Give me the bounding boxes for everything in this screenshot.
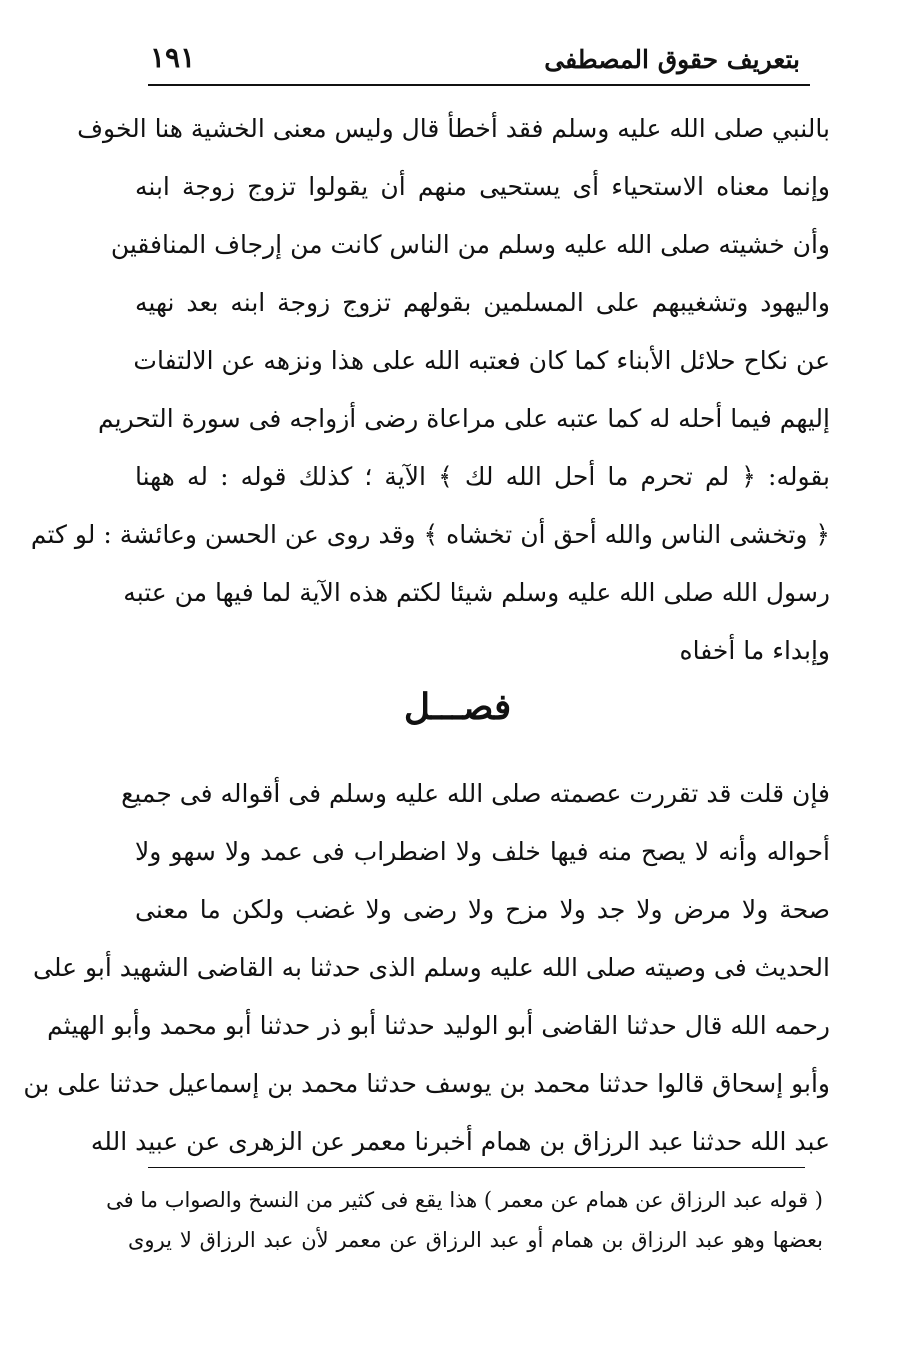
footnote-line: بعضها وهو عبد الرزاق بن همام أو عبد الرزاق عن معمر لأن عبد الرزاق لا يروى <box>128 1228 823 1252</box>
text-line: بقوله: ﴿ لم تحرم ما أحل الله لك ﴾ الآية ؛ كذلك قوله : له ههنا <box>135 462 830 491</box>
text-line: فإن قلت قد تقررت عصمته صلى الله عليه وسلم فى أقواله فى جميع <box>121 779 830 808</box>
text-line: عن نكاح حلائل الأبناء كما كان فعتبه الله على هذا ونزهه عن الالتفات <box>133 346 830 375</box>
text-line: صحة ولا مرض ولا جد ولا مزح ولا رضى ولا غضب ولكن ما معنى <box>135 895 830 924</box>
text-line: إليهم فيما أحله له كما عتبه على مراعاة رضى أزواجه فى سورة التحريم <box>98 404 830 433</box>
footnote <box>106 1180 823 1260</box>
text-line: عبد الله حدثنا عبد الرزاق بن همام أخبرنا معمر عن الزهرى عن عبيد الله <box>90 1127 830 1156</box>
section-heading: فصـــل <box>403 686 512 728</box>
text-line: الحديث فى وصيته صلى الله عليه وسلم الذى حدثنا به القاضى الشهيد أبو على <box>33 953 830 982</box>
paragraph-2 <box>23 765 830 1175</box>
text-line-last: وإبداء ما أخفاه <box>679 636 830 665</box>
text-line: واليهود وتشغيبهم على المسلمين بقولهم تزوج زوجة ابنه بعد نهيه <box>135 288 830 317</box>
text-line: رحمه الله قال حدثنا القاضى أبو الوليد حدثنا أبو ذر حدثنا أبو محمد وأبو الهيثم <box>47 1011 830 1040</box>
text-line: ﴿ وتخشى الناس والله أحق أن تخشاه ﴾ وقد روى عن الحسن وعائشة : لو كتم <box>30 520 830 549</box>
text-line: وأن خشيته صلى الله عليه وسلم من الناس كانت من إرجاف المنافقين <box>110 230 830 259</box>
text-line: أحواله وأنه لا يصح منه فيها خلف ولا اضطراب فى عمد ولا سهو ولا <box>135 837 830 866</box>
running-title: بتعريف حقوق المصطفى <box>544 45 800 74</box>
text-line: وأبو إسحاق قالوا حدثنا محمد بن يوسف حدثنا محمد بن إسماعيل حدثنا على بن <box>23 1069 830 1098</box>
text-line: رسول الله صلى الله عليه وسلم شيئا لكتم هذه الآية لما فيها من عتبه <box>123 578 830 607</box>
text-line: وإنما معناه الاستحياء أى يستحيى منهم أن يقولوا تزوج زوجة ابنه <box>135 172 830 201</box>
paragraph-1 <box>30 100 830 680</box>
footnote-line: ( قوله عبد الرزاق عن همام عن معمر ) هذا يقع فى كثير من النسخ والصواب ما فى <box>106 1188 823 1212</box>
header-rule <box>148 84 810 86</box>
footnote-rule <box>148 1167 805 1168</box>
page-number: ١٩١ <box>150 41 196 74</box>
running-head <box>150 30 800 74</box>
text-line: بالنبي صلى الله عليه وسلم فقد أخطأ قال وليس معنى الخشية هنا الخوف <box>77 114 830 143</box>
